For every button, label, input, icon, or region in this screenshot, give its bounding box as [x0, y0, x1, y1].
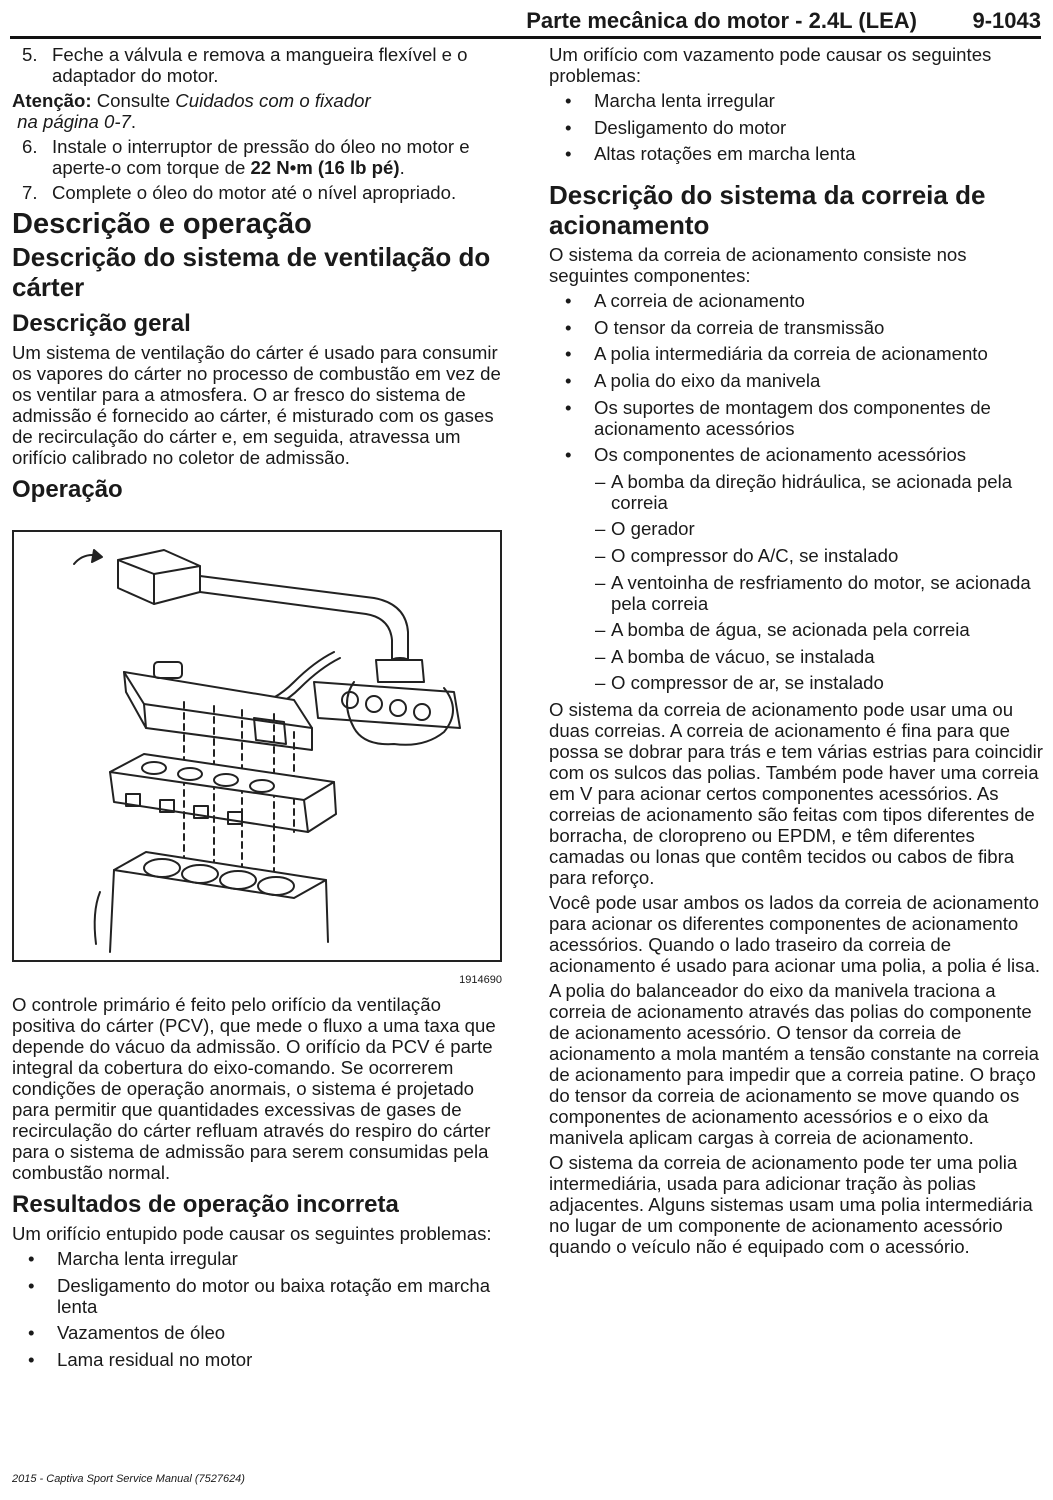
- sublist-item: [549, 646, 1044, 667]
- bullet: •: [565, 396, 572, 418]
- figure-number: 1914690: [459, 974, 502, 986]
- step-number: 6.: [22, 136, 38, 157]
- step-text: Complete o óleo do motor até o nível apropriado.: [52, 182, 457, 203]
- general-description-text: Um sistema de ventilação do cárter é usado para consumir os vapores do cárter no processo de combustão em vez de os ventilar para a atmosfera. O ar fresco do sistema de admissão é fornecido ao cárter, é misturado com os gases de recirculação do cárter e, em seguida, atravessa um orifício calibrado no coletor de admissão.: [12, 342, 501, 468]
- drive-belt-intro: O sistema da correia de acionamento consiste nos seguintes componentes:: [549, 244, 967, 287]
- leaking-orifice-problems: [549, 90, 1044, 164]
- step-item: [12, 182, 508, 203]
- list-item: [549, 143, 1044, 164]
- page-footer: 2015 - Captiva Sport Service Manual (7527624): [12, 1473, 245, 1485]
- dash: –: [595, 544, 606, 566]
- bullet: •: [28, 1348, 35, 1370]
- dash: –: [595, 470, 606, 492]
- dash: –: [595, 672, 606, 694]
- incorrect-operation-heading: Resultados de operação incorreta: [12, 1191, 399, 1218]
- list-item-text: A correia de acionamento: [594, 290, 805, 312]
- bullet: •: [565, 90, 572, 111]
- list-item: [549, 343, 1044, 364]
- list-item-text: Marcha lenta irregular: [57, 1248, 238, 1269]
- drive-belt-heading: Descrição do sistema da correia de acionamento: [549, 180, 986, 241]
- right-column: [549, 44, 1044, 1261]
- list-item-text: Desligamento do motor ou baixa rotação em marcha lenta: [57, 1274, 491, 1317]
- page-header: [10, 6, 1041, 39]
- sublist-item: [549, 672, 1044, 693]
- sublist-item-text: O gerador: [611, 518, 695, 540]
- list-item-text: Lama residual no motor: [57, 1348, 253, 1370]
- list-item-text: Os componentes de acionamento acessórios: [594, 444, 967, 466]
- bullet: •: [565, 316, 572, 338]
- leaking-orifice-intro: Um orifício com vazamento pode causar os seguintes problemas:: [549, 44, 992, 86]
- step-item: [12, 136, 508, 178]
- list-item: [549, 90, 1044, 111]
- dash: –: [595, 645, 606, 667]
- bullet: •: [565, 290, 572, 312]
- caution-text: Consulte: [96, 90, 171, 111]
- belt-paragraph-3: A polia do balanceador do eixo da manivela traciona a correia de acionamento através das polias do componente de acionamento acessório. O tensor da correia de acionamento a mola mantém a tensão constante na correia de acionamento para impedir que a correia patine. O braço do tensor da correia de acionamento se move quando os componentes de acionamento acessórios e o eixo da manivela aplicam cargas à correia de acionamento.: [549, 979, 1039, 1148]
- step-text: Instale o interruptor de pressão do óleo no motor e aperte-o com torque de: [52, 136, 470, 178]
- list-item: [549, 117, 1044, 138]
- list-item: [12, 1275, 508, 1317]
- list-item: [549, 317, 1044, 338]
- caution-note: [12, 90, 508, 132]
- belt-paragraph-4: O sistema da correia de acionamento pode ter uma polia intermediária, usada para adicionar tração às polias adjacentes. Alguns sistemas usam uma polia intermediária no lugar de um componente de acionamento acessório quando o veículo não é equipado com o acessório.: [549, 1151, 1033, 1257]
- operation-text: O controle primário é feito pelo orifício da ventilação positiva do cárter (PCV), que mede o fluxo a uma taxa que depende do vácuo da admissão. O orifício da PCV é parte integral da cobertura do eixo-comando. Se ocorrerem condições de operação anormais, o sistema é projetado para permitir que quantidades excessivas de gases de recirculação do cárter refluam através do respiro do cárter para o sistema de admissão para serem consumidas pela combustão normal.: [12, 994, 496, 1183]
- list-item: [12, 1248, 508, 1269]
- list-item-text: A polia do eixo da manivela: [594, 369, 821, 391]
- step-text-end: .: [399, 157, 405, 178]
- general-description-heading: Descrição geral: [12, 310, 191, 337]
- list-item-text: Vazamentos de óleo: [57, 1322, 226, 1344]
- list-item: [549, 370, 1044, 391]
- clogged-orifice-intro: Um orifício entupido pode causar os seguintes problemas:: [12, 1223, 492, 1244]
- list-item-text: Marcha lenta irregular: [594, 90, 775, 111]
- list-item: [12, 1322, 508, 1343]
- caution-end: .: [130, 111, 137, 132]
- belt-paragraph-2: Você pode usar ambos os lados da correia de acionamento para acionar os diferentes componentes de acionamento acessórios. Quando o lado traseiro da correia de acionamento é usado para acionar uma polia, a polia é lisa.: [549, 891, 1040, 976]
- sublist-item: [549, 518, 1044, 539]
- list-item-text: Os suportes de montagem dos componentes de acionamento acessórios: [594, 396, 991, 439]
- bullet: •: [28, 1322, 35, 1344]
- left-column: [12, 44, 508, 1375]
- sublist-item: [549, 572, 1044, 614]
- list-item: [549, 290, 1044, 311]
- step-text: Feche a válvula e remova a mangueira flexível e o adaptador do motor.: [52, 44, 468, 86]
- list-item: [549, 397, 1044, 439]
- subsection-title: Descrição do sistema de ventilação do cárter: [12, 242, 491, 302]
- header-title: Parte mecânica do motor - 2.4L (LEA): [526, 8, 917, 33]
- list-item-text: O tensor da correia de transmissão: [594, 316, 885, 338]
- list-item: [549, 444, 1044, 465]
- page-number: 9-1043: [972, 8, 1041, 33]
- step-number: 7.: [22, 182, 38, 203]
- sublist-item: [549, 619, 1044, 640]
- belt-paragraph-1: O sistema da correia de acionamento pode usar uma ou duas correias. A correia de acionamento é fina para que possa se dobrar para trás e tem várias estrias para coincidir com os sulcos das polias. Também pode haver uma correia em V para acionar certos componentes acessórios. As correias de acionamento são feitas com tipos diferentes de borracha, de cloropreno ou EPDM, e têm diferentes camadas ou lonas que contêm tecidos ou cabos de fibra para reforço.: [549, 698, 1043, 888]
- procedure-steps-bottom: [12, 136, 508, 203]
- engine-diagram-icon: [14, 532, 500, 960]
- sublist-item-text: A ventoinha de resfriamento do motor, se acionada pela correia: [611, 571, 1031, 614]
- sublist-item-text: A bomba de vácuo, se instalada: [611, 645, 875, 667]
- sublist-item-text: O compressor de ar, se instalado: [611, 672, 884, 694]
- bullet: •: [565, 343, 572, 365]
- bullet: •: [565, 444, 572, 466]
- list-item: [12, 1349, 508, 1370]
- sublist-item: [549, 471, 1044, 513]
- step-number: 5.: [22, 44, 38, 65]
- sublist-item-text: O compressor do A/C, se instalado: [611, 544, 899, 566]
- list-item-text: A polia intermediária da correia de acionamento: [594, 343, 988, 365]
- caution-page-reference[interactable]: na página 0-7: [17, 111, 131, 132]
- dash: –: [595, 619, 606, 641]
- dash: –: [595, 571, 606, 593]
- sublist-item-text: A bomba da direção hidráulica, se acionada pela correia: [611, 470, 1013, 513]
- section-title: Descrição e operação: [12, 208, 312, 240]
- drive-belt-components: [549, 290, 1044, 465]
- operation-heading: Operação: [12, 476, 123, 503]
- pcv-system-illustration: [12, 530, 502, 962]
- list-item-text: Desligamento do motor: [594, 116, 787, 138]
- dash: –: [595, 518, 606, 540]
- sublist-item-text: A bomba de água, se acionada pela correia: [611, 619, 970, 641]
- accessory-components: [549, 471, 1044, 694]
- torque-value: 22 N•m (16 lb pé): [250, 157, 400, 178]
- step-item: [12, 44, 508, 86]
- clogged-orifice-problems: [12, 1248, 508, 1370]
- bullet: •: [565, 116, 572, 138]
- caution-label: Atenção:: [12, 90, 92, 111]
- bullet: •: [28, 1248, 35, 1269]
- sublist-item: [549, 545, 1044, 566]
- list-item-text: Altas rotações em marcha lenta: [594, 143, 856, 165]
- caution-reference-link[interactable]: Cuidados com o fixador: [175, 90, 371, 111]
- bullet: •: [565, 369, 572, 391]
- bullet: •: [565, 143, 572, 165]
- procedure-steps-top: [12, 44, 508, 86]
- bullet: •: [28, 1274, 35, 1296]
